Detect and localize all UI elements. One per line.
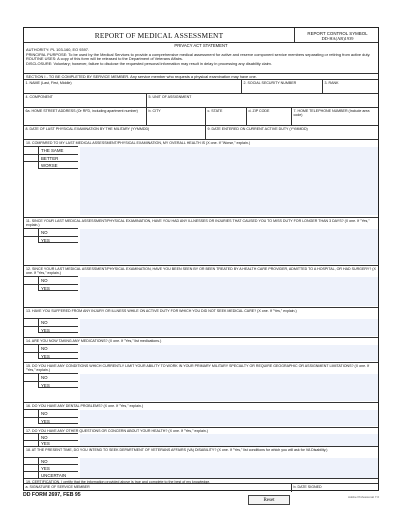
report-control-label: REPORT CONTROL SYMBOL — [307, 30, 368, 36]
question-12-block — [24, 266, 378, 308]
q14-medications-field[interactable] — [80, 345, 378, 361]
q10-worse-checkbox[interactable] — [24, 161, 38, 169]
zip-code-field[interactable] — [247, 108, 292, 125]
q12-no-checkbox[interactable] — [24, 276, 38, 284]
q11-explanation-field[interactable] — [80, 229, 378, 264]
home-phone-label: 7. HOME TELEPHONE NUMBER (Include area code) — [293, 108, 370, 117]
q14-option-yes: YES — [38, 352, 78, 360]
q12-yes-checkbox[interactable] — [24, 284, 38, 292]
q18-conditions-field[interactable] — [80, 458, 378, 478]
form-footer — [23, 492, 379, 504]
question-14-block — [24, 338, 378, 363]
q13-explanation-field[interactable] — [80, 319, 378, 336]
certification-text: 19. CERTIFICATION. I certify that the information provided above is true and complete to the best of my knowledge. — [24, 479, 378, 484]
q11-yes-checkbox[interactable] — [24, 236, 38, 244]
question-16-text: 16. DO YOU HAVE ANY DENTAL PROBLEMS? (X one. If "Yes," explain.) — [26, 404, 144, 408]
q10-option-same: THE SAME — [38, 146, 78, 154]
unit-field[interactable] — [147, 94, 378, 107]
ssn-label: 2. SOCIAL SECURITY NUMBER — [243, 80, 297, 85]
q16-option-yes: YES — [38, 417, 78, 425]
rank-label: 3. RANK — [324, 80, 339, 85]
state-field[interactable] — [206, 108, 247, 125]
question-17-block — [24, 428, 378, 447]
question-10-text: 10. COMPARED TO MY LAST MEDICAL ASSESSMENT/PHYSICAL EXAMINATION, MY OVERALL HEALTH IS (X one. If "Worse," explain.) — [26, 141, 251, 145]
q13-option-yes: YES — [38, 326, 78, 334]
q16-no-checkbox[interactable] — [24, 409, 38, 417]
q18-option-uncertain: UNCERTAIN — [38, 471, 78, 479]
q16-option-no: NO — [38, 409, 78, 417]
privacy-disclosure: DISCLOSURE: Voluntary; however, failure to disclose the requested personal information may result in delay in processing any disability claim. — [26, 60, 272, 66]
city-label: b. CITY — [148, 108, 161, 113]
q13-option-no: NO — [38, 318, 78, 326]
q17-yes-checkbox[interactable] — [24, 440, 38, 446]
reset-button[interactable]: Reset — [248, 495, 290, 505]
q10-explanation-field[interactable] — [80, 147, 378, 215]
question-11-block — [24, 218, 378, 266]
ssn-field[interactable] — [242, 80, 323, 93]
street-address-field[interactable] — [24, 108, 147, 125]
name-field[interactable] — [24, 80, 242, 93]
q11-option-no: NO — [38, 228, 78, 236]
report-control-symbol: DD-HA(AR)1939 — [321, 35, 354, 41]
active-duty-date-field[interactable] — [206, 126, 378, 139]
q17-option-yes: YES — [38, 440, 78, 446]
section-one-text: SECTION I - TO BE COMPLETED BY SERVICE MEMBER. Any service member who requests a physical examination may have one. — [26, 74, 257, 79]
q16-explanation-field[interactable] — [80, 410, 378, 426]
question-10-block — [24, 140, 378, 218]
question-13-block — [24, 308, 378, 338]
q12-option-yes: YES — [38, 284, 78, 292]
row-address — [24, 108, 378, 126]
last-exam-date-label: 8. DATE OF LAST PHYSICAL EXAMINATION BY THE MILITARY (YYMMDD) — [25, 126, 150, 131]
home-phone-field[interactable] — [292, 108, 378, 125]
component-field[interactable] — [24, 94, 147, 107]
q10-option-worse: WORSE — [38, 161, 78, 169]
certification-block — [24, 479, 378, 492]
q10-option-better: BETTER — [38, 154, 78, 162]
privacy-routine-uses: ROUTINE USES: A copy of this form will be released to the Department of Veterans Affairs. — [26, 56, 183, 62]
privacy-authority: AUTHORITY: PL 103-160, EO 9397. — [26, 47, 89, 53]
zip-code-label: d. ZIP CODE — [248, 108, 270, 113]
q17-explanation-field[interactable] — [80, 434, 378, 446]
software-credit: Adobe Professional 7.0 — [347, 495, 379, 499]
q11-no-checkbox[interactable] — [24, 228, 38, 236]
question-18-text: 18. AT THE PRESENT TIME, DO YOU INTEND TO SEEK DEPARTMENT OF VETERANS AFFAIRS (VA) DISABILITY? (X one. If "Yes," list conditions for which you will ask for VA Disability.) — [26, 448, 328, 452]
rank-field[interactable] — [323, 80, 378, 93]
q14-no-checkbox[interactable] — [24, 344, 38, 352]
component-label: 4. COMPONENT — [25, 94, 53, 99]
row-component-unit — [24, 94, 378, 108]
question-13-text: 13. HAVE YOU SUFFERED FROM ANY INJURY OR ILLNESS WHILE ON ACTIVE DUTY FOR WHICH YOU DID NOT SEEK MEDICAL CARE? (X one. If "Yes," explain.) — [26, 309, 297, 313]
privacy-purpose: PRINCIPAL PURPOSE: To be used by the Medical Services to provide a comprehensive medical assessment for active and reserve component service members separating or retiring from active duty. — [26, 51, 371, 57]
q18-option-no: NO — [38, 457, 78, 465]
street-address-label: 6a. HOME STREET ADDRESS (Or RFD, including apartment number) — [25, 108, 138, 113]
q15-option-yes: YES — [38, 381, 78, 389]
form-number: DD FORM 2697, FEB 95 — [23, 492, 81, 498]
question-16-block — [24, 403, 378, 428]
q15-option-no: NO — [38, 373, 78, 381]
q13-yes-checkbox[interactable] — [24, 326, 38, 334]
q14-option-no: NO — [38, 344, 78, 352]
report-control-cell — [295, 28, 378, 42]
question-17-text: 17. DO YOU HAVE ANY OTHER QUESTIONS OR CONCERN ABOUT YOUR HEALTH? (X one. If "Yes," explain.) — [26, 429, 208, 433]
q11-option-yes: YES — [38, 236, 78, 244]
question-18-block — [24, 447, 378, 479]
date-signed-label: b. DATE SIGNED — [293, 484, 322, 489]
unit-label: 5. UNIT OF ASSIGNMENT — [148, 94, 192, 99]
city-field[interactable] — [147, 108, 206, 125]
name-label: 1. NAME (Last, First, Middle) — [25, 80, 72, 85]
q15-yes-checkbox[interactable] — [24, 381, 38, 389]
q12-option-no: NO — [38, 276, 78, 284]
q12-explanation-field[interactable] — [80, 277, 378, 306]
q16-yes-checkbox[interactable] — [24, 417, 38, 425]
signature-label: a. SIGNATURE OF SERVICE MEMBER — [25, 484, 90, 489]
q18-option-yes: YES — [38, 464, 78, 472]
row-name-ssn-rank — [24, 80, 378, 94]
question-15-text: 15. DO YOU HAVE ANY CONDITIONS WHICH CURRENTLY LIMIT YOUR ABILITY TO WORK IN YOUR PRIMARY MILITARY SPECIALTY OR REQUIRE GEOGRAPHIC OR ASSIGNMENT LIMITATIONS? (X one. If "Yes," explain.) — [26, 364, 370, 373]
state-label: c. STATE — [207, 108, 223, 113]
active-duty-date-label: 9. DATE ENTERED ON CURRENT ACTIVE DUTY (YYMMDD) — [207, 126, 308, 131]
q10-better-checkbox[interactable] — [24, 154, 38, 162]
signature-field[interactable] — [24, 484, 292, 492]
q13-no-checkbox[interactable] — [24, 318, 38, 326]
q15-no-checkbox[interactable] — [24, 373, 38, 381]
question-14-text: 14. ARE YOU NOW TAKING ANY MEDICATIONS? (X one. If "Yes," list medications.) — [26, 339, 162, 343]
form-title-cell — [24, 28, 295, 42]
privacy-heading: PRIVACY ACT STATEMENT — [174, 43, 228, 48]
q17-option-no: NO — [38, 433, 78, 441]
row-dates — [24, 126, 378, 140]
question-11-text: 11. SINCE YOUR LAST MEDICAL ASSESSMENT/PHYSICAL EXAMINATION, HAVE YOU HAD ANY ILLNESSES OR INJURIES THAT CAUSED YOU TO MISS DUTY FOR LONGER THAN 3 DAYS? (X one. If "Yes," explain.) — [26, 219, 370, 228]
form-header — [24, 28, 378, 43]
question-15-block — [24, 363, 378, 403]
medical-assessment-form — [23, 27, 379, 491]
form-title: REPORT OF MEDICAL ASSESSMENT — [94, 30, 224, 40]
q18-uncertain-checkbox[interactable] — [24, 471, 38, 479]
privacy-act-statement — [24, 43, 378, 74]
date-signed-field[interactable] — [292, 484, 378, 492]
q14-yes-checkbox[interactable] — [24, 352, 38, 360]
last-exam-date-field[interactable] — [24, 126, 206, 139]
q15-explanation-field[interactable] — [80, 374, 378, 401]
question-12-text: 12. SINCE YOUR LAST MEDICAL ASSESSMENT/PHYSICAL EXAMINATION, HAVE YOU BEEN SEEN BY OR BEEN TREATED BY A HEALTH CARE PROVIDER, ADMITTED TO A HOSPITAL, OR HAD SURGERY? (X one. If "Yes," explain.) — [26, 267, 376, 276]
q10-same-checkbox[interactable] — [24, 146, 38, 154]
